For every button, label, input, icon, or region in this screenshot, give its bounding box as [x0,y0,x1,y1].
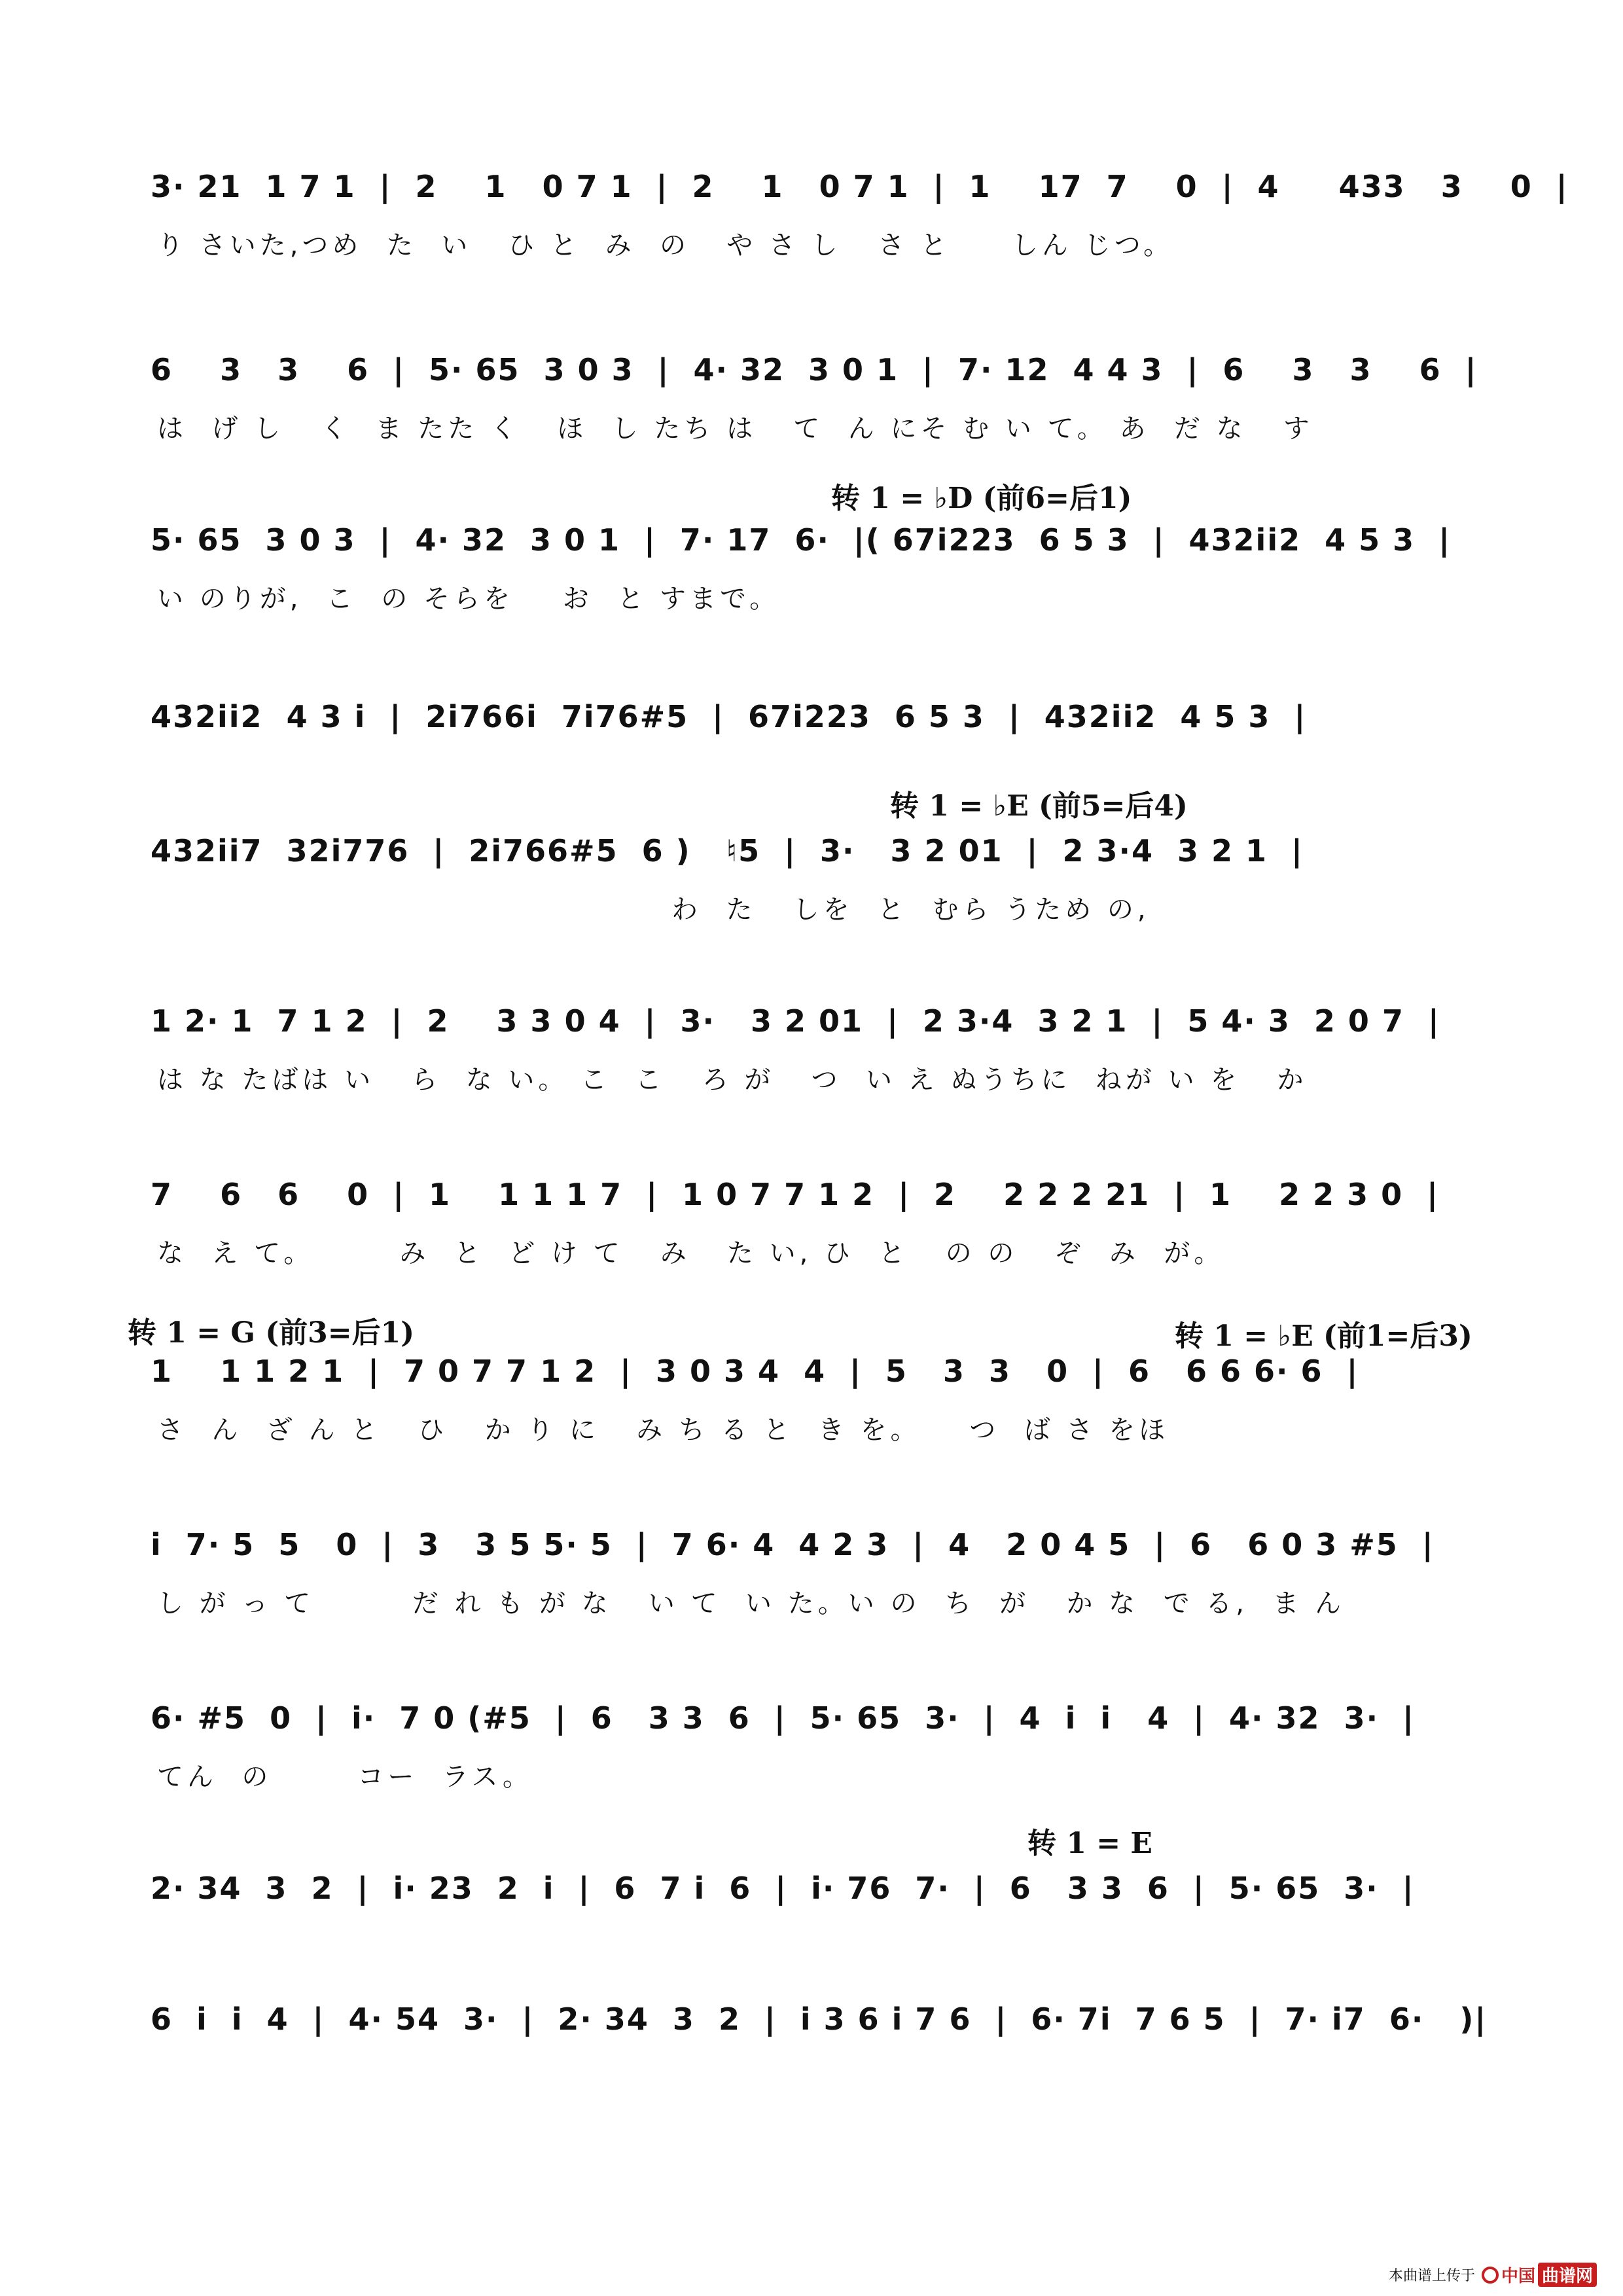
lyrics-line: は な たばは い ら な い。 こ こ ろ が つ い え ぬうちに ねが い を か [157,1065,1308,1095]
notes-line: 432ii2 4 3 i | 2i766i 7i76#5 | 67i223 6 5 3 | 432ii2 4 5 3 | [151,699,1307,734]
lyrics-line: わ た しを と むら うため の, [157,895,1150,925]
notes-line: 6· #5 0 | i· 7 0 (#5 | 6 3 3 6 | 5· 65 3· | 4 i i 4 | 4· 32 3· | [151,1700,1415,1736]
notes-line: 1 2· 1 7 1 2 | 2 3 3 0 4 | 3· 3 2 01 | 2 3·4 3 2 1 | 5 4· 3 2 0 7 | [151,1003,1440,1039]
modulation-label: 转 1 = G (前3=后1) [128,1316,415,1350]
notes-line: 6 i i 4 | 4· 54 3· | 2· 34 3 2 | i 3 6 i 7 6 | 6· 7i 7 6 5 | 7· i7 6· )| [151,2001,1488,2037]
modulation-label: 转 1 = ♭D (前6=后1) [831,482,1132,515]
lyrics-line: な え て。 み と ど け て み た い, ひ と の の ぞ み が。 [157,1238,1224,1268]
lyrics-line: し が っ て だ れ も が な い て い た。い の ち が か な で る, ま ん [157,1588,1346,1619]
notes-line: 432ii7 32i776 | 2i766#5 6 ) ♮5 | 3· 3 2 01 | 2 3·4 3 2 1 | [151,833,1304,869]
footer-credit [1389,2263,1597,2287]
notes-line: 6 3 3 6 | 5· 65 3 0 3 | 4· 32 3 0 1 | 7· 12 4 4 3 | 6 3 3 6 | [151,352,1478,387]
site-logo-icon [1482,2267,1499,2284]
lyrics-line [157,756,1492,795]
notes-line: 1 1 1 2 1 | 7 0 7 7 1 2 | 3 0 3 4 4 | 5 3 3 0 | 6 6 6 6· 6 | [151,1354,1359,1389]
modulation-label: 转 1 = ♭E (前5=后4) [890,789,1188,823]
notes-line: 7 6 6 0 | 1 1 1 1 7 | 1 0 7 7 1 2 | 2 2 2 2 21 | 1 2 2 3 0 | [151,1177,1439,1212]
lyrics-line: り さいた,つめ た い ひ と み の や さ し さ と しん じつ。 [157,230,1174,260]
lyrics-line: てん の コー ラス。 [157,1762,533,1792]
site-name: 中国 [1501,2267,1535,2286]
lyrics-line: は げ し く ま たた く ほ し たち は て ん にそ む い て。 あ だ な す [157,414,1313,444]
notes-line: 3· 21 1 7 1 | 2 1 0 7 1 | 2 1 0 7 1 | 1 17 7 0 | 4 433 3 0 | [151,169,1569,204]
notes-line: i 7· 5 5 0 | 3 3 5 5· 5 | 7 6· 4 4 2 3 | 4 2 0 4 5 | 6 6 0 3 #5 | [151,1527,1435,1562]
lyrics-line: い のりが, こ の そらを お と すまで。 [157,584,780,614]
notes-line: 5· 65 3 0 3 | 4· 32 3 0 1 | 7· 17 6· |( 67i223 6 5 3 | 432ii2 4 5 3 | [151,522,1451,558]
modulation-label: 转 1 = E [1027,1827,1152,1860]
site-logo[interactable] [1482,2263,1597,2287]
notes-line: 2· 34 3 2 | i· 23 2 i | 6 7 i 6 | i· 76 7· | 6 3 3 6 | 5· 65 3· | [151,1871,1415,1906]
modulation-label-2: 转 1 = ♭E (前1=后3) [1175,1319,1472,1353]
site-tag: 曲谱网 [1538,2263,1597,2287]
lyrics-line: さ ん ざ ん と ひ か り に み ち る と き を。 つ ば さ をほ [157,1415,1169,1445]
footer-text: 本曲谱上传于 [1388,2268,1475,2284]
